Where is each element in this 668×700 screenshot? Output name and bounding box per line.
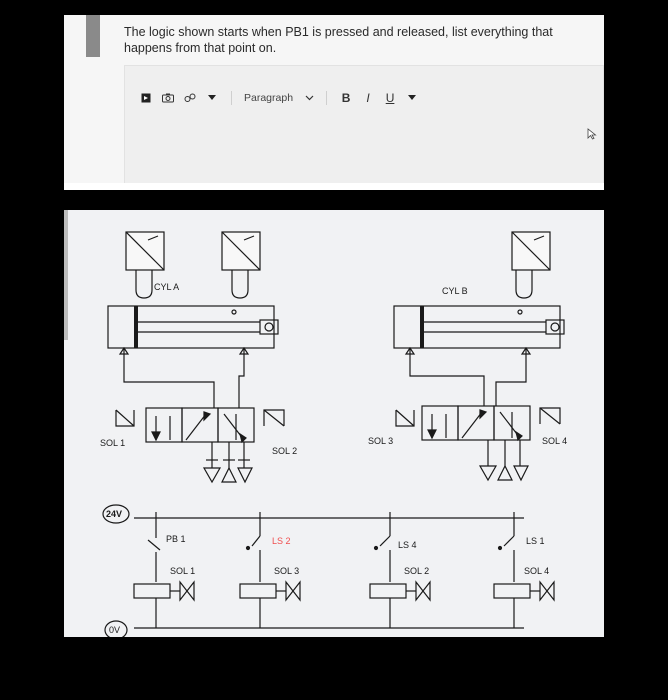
underline-button[interactable]: U: [385, 91, 395, 105]
coil-label-2: SOL 3: [274, 566, 300, 576]
camera-icon[interactable]: [161, 90, 175, 106]
bold-button[interactable]: B: [341, 91, 351, 105]
cyl-a-sensor-right: [222, 232, 260, 298]
rung-4: [494, 526, 554, 628]
answer-editor[interactable]: [124, 65, 604, 185]
pneumatic-ladder-diagram: [64, 210, 604, 637]
cyl-a-label: CYL A: [154, 282, 180, 292]
question-marker: [86, 15, 100, 57]
supply-label: 24V: [106, 509, 123, 519]
coil-label-3: SOL 2: [404, 566, 430, 576]
coil-label-1: SOL 1: [170, 566, 196, 576]
link-icon[interactable]: [183, 90, 197, 106]
format-select-label: Paragraph: [244, 92, 294, 104]
chevron-down-icon: [305, 95, 314, 101]
cyl-b-label: CYL B: [442, 286, 468, 296]
diagram-svg: [64, 210, 604, 637]
chevron-down-icon[interactable]: [205, 90, 219, 106]
switch-label-4: LS 1: [526, 536, 545, 546]
sol3-valve-label: SOL 3: [368, 436, 394, 446]
card-bottom-border: [64, 183, 604, 190]
format-select[interactable]: [244, 92, 314, 104]
switch-label-3: LS 4: [398, 540, 417, 550]
chevron-down-icon[interactable]: [405, 90, 419, 106]
valve-a: [116, 408, 284, 482]
sol2-valve-label: SOL 2: [272, 446, 298, 456]
editor-toolbar: [139, 87, 419, 109]
rung-2: [240, 526, 300, 628]
coil-label-4: SOL 4: [524, 566, 550, 576]
italic-button[interactable]: I: [366, 91, 370, 105]
switch-label-1: PB 1: [166, 534, 186, 544]
question-card: [64, 15, 604, 190]
image-icon[interactable]: [139, 90, 153, 106]
sol4-valve-label: SOL 4: [542, 436, 568, 446]
question-text: The logic shown starts when PB1 is pressed and released, list everything that happens from that point on.: [124, 25, 553, 55]
cyl-b-sensor: [512, 232, 550, 298]
toolbar-divider: [326, 91, 327, 105]
sol1-valve-label: SOL 1: [100, 438, 126, 448]
toolbar-divider: [231, 91, 232, 105]
valve-b: [396, 406, 560, 480]
mouse-pointer-icon: [587, 128, 597, 140]
ground-label: 0V: [109, 625, 121, 635]
switch-label-2: LS 2: [272, 536, 291, 546]
